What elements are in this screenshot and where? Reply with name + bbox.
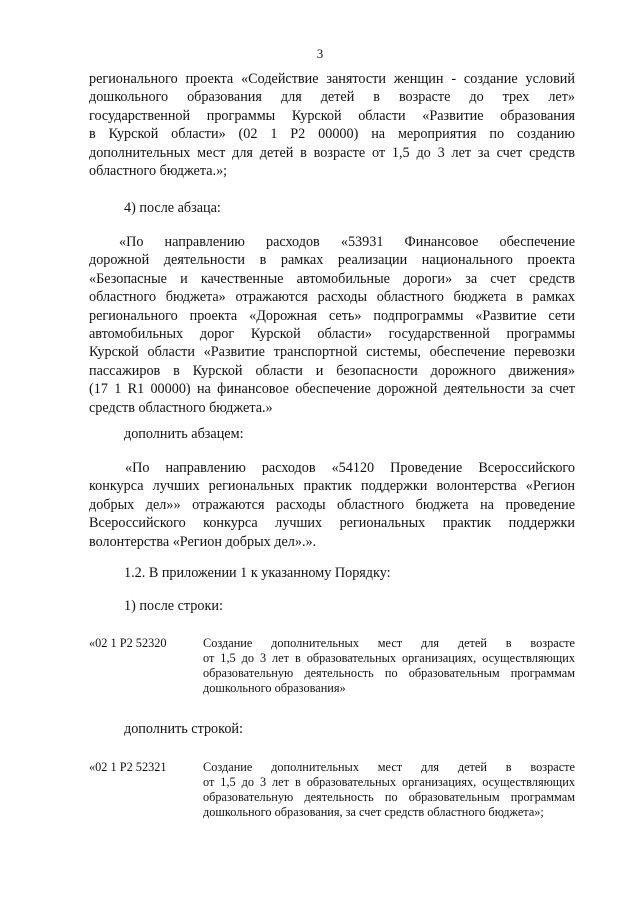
paragraph-road-financing xyxy=(89,233,575,417)
text-line: в Курской области» (02 1 Р2 00000) на мероприятия по созданию xyxy=(89,126,575,143)
text-line: дорожной деятельности в рамках реализации национального проекта xyxy=(89,252,575,269)
text-line: «Безопасные и качественные автомобильные дороги» за счет средств xyxy=(89,270,575,287)
text-line: дошкольного образования для детей в возрасте до трех лет» xyxy=(89,89,575,106)
section-1-2-heading: 1.2. В приложении 1 к указанному Порядку: xyxy=(124,565,391,581)
text-line: Создание дополнительных мест для детей в возрасте xyxy=(203,760,575,774)
text-line: регионального проекта «Содействие занятости женщин - создание условий xyxy=(89,71,575,87)
row-description-52321 xyxy=(203,760,575,820)
paragraph-regional-project xyxy=(89,70,575,180)
text-line: государственной программы Курской области «Развитие образования xyxy=(89,107,575,124)
text-line: Всероссийского конкурса лучших региональных практик поддержки xyxy=(89,515,575,532)
item-4-heading: 4) после абзаца: xyxy=(124,200,221,216)
text-line: добрых дел»» отражаются расходы областного бюджета на проведение xyxy=(89,496,575,513)
text-line: конкурса лучших региональных практик поддержки волонтерства «Регион xyxy=(89,478,575,495)
page-number: 3 xyxy=(316,46,324,61)
paragraph-volunteer-contest xyxy=(89,459,575,551)
text-line: Создание дополнительных мест для детей в возрасте xyxy=(203,636,575,650)
text-line: автомобильных дорог Курской области» государственной программы xyxy=(89,326,575,343)
add-row-heading: дополнить строкой: xyxy=(124,721,243,737)
text-line: Курской области «Развитие транспортной системы, обеспечение перевозки xyxy=(89,344,575,361)
text-line: волонтерства «Регион добрых дел».». xyxy=(89,533,317,550)
item-1-heading: 1) после строки: xyxy=(124,598,223,614)
text-line: дошкольного образования, за счет средств областного бюджета»; xyxy=(203,805,544,819)
text-line: дошкольного образования» xyxy=(203,681,346,695)
text-line: образовательную деятельность по образовательным программам xyxy=(203,666,575,680)
text-line: областного бюджета.»; xyxy=(89,163,228,180)
text-line: пассажиров в Курской области и безопасности дорожного движения» xyxy=(89,362,575,379)
text-line: «По направлению расходов «54120 Проведение Всероссийского xyxy=(125,460,575,476)
row-code-52320: «02 1 Р2 52320 xyxy=(89,636,167,650)
row-code-52321: «02 1 Р2 52321 xyxy=(89,760,167,774)
supplement-heading: дополнить абзацем: xyxy=(124,426,244,442)
row-description-52320 xyxy=(203,636,575,696)
text-line: от 1,5 до 3 лет в образовательных организациях, осуществляющих xyxy=(203,651,575,665)
text-line: регионального проекта «Дорожная сеть» подпрограммы «Развитие сети xyxy=(89,307,575,324)
text-line: от 1,5 до 3 лет в образовательных организациях, осуществляющих xyxy=(203,775,575,789)
text-line: (17 1 R1 00000) на финансовое обеспечение дорожной деятельности за счет xyxy=(89,381,575,398)
text-line: «По направлению расходов «53931 Финансовое обеспечение xyxy=(119,234,575,250)
text-line: образовательную деятельность по образовательным программам xyxy=(203,790,575,804)
text-line: средств областного бюджета.» xyxy=(89,399,273,416)
text-line: областного бюджета» отражаются расходы областного бюджета в рамках xyxy=(89,289,575,306)
text-line: дополнительных мест для детей в возрасте от 1,5 до 3 лет за счет средств xyxy=(89,144,575,161)
